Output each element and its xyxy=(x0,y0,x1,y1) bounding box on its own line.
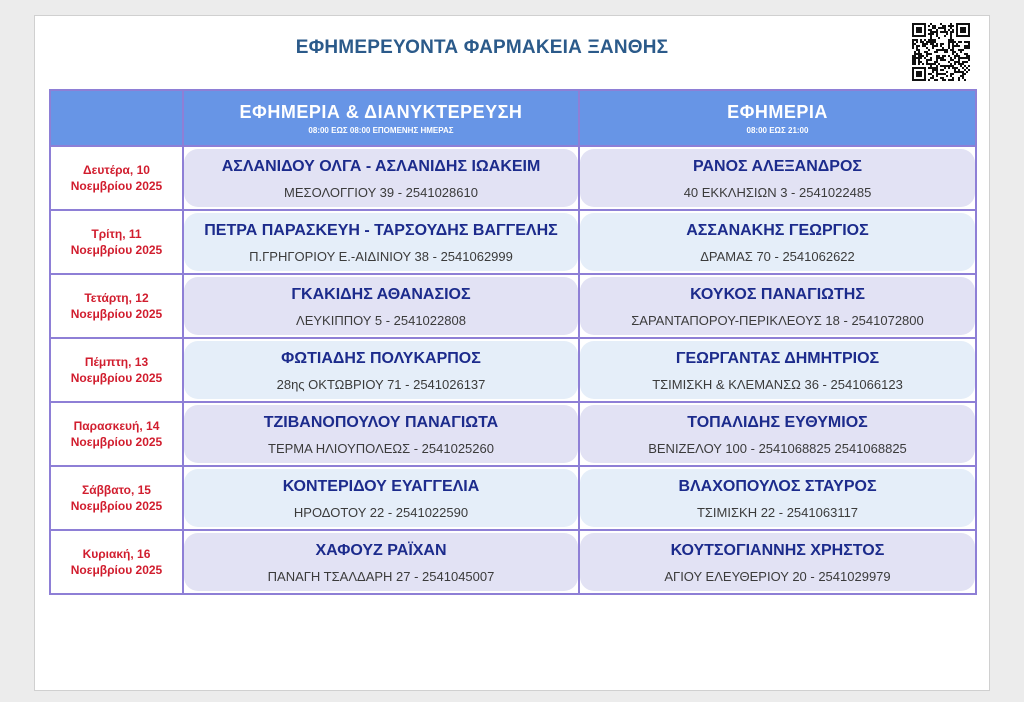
table-row xyxy=(50,146,976,210)
table-header xyxy=(50,90,976,146)
table-row xyxy=(50,274,976,338)
pharmacy-name: ΚΟΥΚΟΣ ΠΑΝΑΓΙΩΤΗΣ xyxy=(690,286,865,303)
day-label: Τρίτη, 11 xyxy=(91,227,142,241)
col-header-duty xyxy=(579,90,976,146)
col-title: ΕΦΗΜΕΡΙΑ xyxy=(727,101,828,122)
duty-pharmacy-cell xyxy=(579,530,976,594)
pharmacy-name: ΚΟΝΤΕΡΙΔΟΥ ΕΥΑΓΓΕΛΙΑ xyxy=(282,478,480,495)
pharmacy-address: ΗΡΟΔΟΤΟΥ 22 - 2541022590 xyxy=(293,505,469,520)
overnight-pharmacy-cell xyxy=(183,274,579,338)
overnight-pharmacy-cell xyxy=(183,338,579,402)
pharmacy-name: ΑΣΣΑΝΑΚΗΣ ΓΕΩΡΓΙΟΣ xyxy=(686,222,869,239)
pharmacy-address: 40 ΕΚΚΛΗΣΙΩΝ 3 - 2541022485 xyxy=(683,185,872,200)
pharmacy-name: ΧΑΦΟΥΖ ΡΑΪΧΑΝ xyxy=(315,542,447,559)
duty-pharmacy-cell xyxy=(579,146,976,210)
col-header-overnight xyxy=(183,90,579,146)
date-header-cell xyxy=(50,90,183,146)
schedule-table xyxy=(49,89,977,595)
month-label: Νοεμβρίου 2025 xyxy=(70,243,163,257)
day-label: Σάββατο, 15 xyxy=(82,483,151,497)
overnight-pharmacy-cell xyxy=(183,210,579,274)
col-hours: 08:00 ΕΩΣ 08:00 ΕΠΟΜΕΝΗΣ ΗΜΕΡΑΣ xyxy=(308,125,454,135)
page-title: ΕΦΗΜΕΡΕΥΟΝΤΑ ΦΑΡΜΑΚΕΙΑ ΞΑΝΘΗΣ xyxy=(295,37,669,58)
pharmacy-name: ΒΛΑΧΟΠΟΥΛΟΣ ΣΤΑΥΡΟΣ xyxy=(678,478,877,495)
day-label: Κυριακή, 16 xyxy=(82,547,151,561)
qr-code[interactable] xyxy=(912,23,970,81)
date-cell xyxy=(50,402,183,466)
month-label: Νοεμβρίου 2025 xyxy=(70,179,163,193)
pharmacy-address: ΑΓΙΟΥ ΕΛΕΥΘΕΡΙΟΥ 20 - 2541029979 xyxy=(664,569,891,584)
month-label: Νοεμβρίου 2025 xyxy=(70,307,163,321)
table-row xyxy=(50,530,976,594)
table-row xyxy=(50,210,976,274)
date-cell xyxy=(50,530,183,594)
day-label: Πέμπτη, 13 xyxy=(84,355,149,369)
pharmacy-name: ΠΕΤΡΑ ΠΑΡΑΣΚΕΥΗ - ΤΑΡΣΟΥΔΗΣ ΒΑΓΓΕΛΗΣ xyxy=(204,222,558,239)
duty-pharmacy-cell xyxy=(579,338,976,402)
col-title: ΕΦΗΜΕΡΙΑ & ΔΙΑΝΥΚΤΕΡΕΥΣΗ xyxy=(239,101,523,122)
pharmacy-address: 28ης ΟΚΤΩΒΡΙΟΥ 71 - 2541026137 xyxy=(276,377,486,392)
overnight-pharmacy-cell xyxy=(183,530,579,594)
duty-pharmacy-cell xyxy=(579,210,976,274)
pharmacy-name: ΦΩΤΙΑΔΗΣ ΠΟΛΥΚΑΡΠΟΣ xyxy=(281,350,481,367)
overnight-pharmacy-cell xyxy=(183,402,579,466)
duty-pharmacy-cell xyxy=(579,466,976,530)
date-cell xyxy=(50,466,183,530)
duty-pharmacy-cell xyxy=(579,274,976,338)
pharmacy-address: ΤΣΙΜΙΣΚΗ 22 - 2541063117 xyxy=(696,505,859,520)
day-label: Δευτέρα, 10 xyxy=(83,163,150,177)
pharmacy-address: ΤΣΙΜΙΣΚΗ & ΚΛΕΜΑΝΣΩ 36 - 2541066123 xyxy=(652,377,903,392)
pharmacy-address: ΔΡΑΜΑΣ 70 - 2541062622 xyxy=(700,249,855,264)
pharmacy-address: Π.ΓΡΗΓΟΡΙΟΥ Ε.-ΑΙΔΙΝΙΟΥ 38 - 2541062999 xyxy=(249,249,513,264)
pharmacy-address: ΛΕΥΚΙΠΠΟΥ 5 - 2541022808 xyxy=(296,313,466,328)
pharmacy-name: ΚΟΥΤΣΟΓΙΑΝΝΗΣ ΧΡΗΣΤΟΣ xyxy=(670,542,885,559)
month-label: Νοεμβρίου 2025 xyxy=(70,563,163,577)
pharmacy-address: ΠΑΝΑΓΗ ΤΣΑΛΔΑΡΗ 27 - 2541045007 xyxy=(267,569,495,584)
pharmacy-name: ΡΑΝΟΣ ΑΛΕΞΑΝΔΡΟΣ xyxy=(692,158,862,175)
table-row xyxy=(50,466,976,530)
overnight-pharmacy-cell xyxy=(183,146,579,210)
day-label: Τετάρτη, 12 xyxy=(84,291,149,305)
date-cell xyxy=(50,274,183,338)
pharmacy-address: ΣΑΡΑΝΤΑΠΟΡΟΥ-ΠΕΡΙΚΛΕΟΥΣ 18 - 2541072800 xyxy=(631,313,924,328)
pharmacy-name: ΤΟΠΑΛΙΔΗΣ ΕΥΘΥΜΙΟΣ xyxy=(687,414,868,431)
date-cell xyxy=(50,146,183,210)
day-label: Παρασκευή, 14 xyxy=(73,419,160,433)
overnight-pharmacy-cell xyxy=(183,466,579,530)
col-hours: 08:00 ΕΩΣ 21:00 xyxy=(746,125,809,135)
pharmacy-address: ΜΕΣΟΛΟΓΓΙΟΥ 39 - 2541028610 xyxy=(284,185,478,200)
pharmacy-name: ΓΚΑΚΙΔΗΣ ΑΘΑΝΑΣΙΟΣ xyxy=(291,286,471,303)
table-row xyxy=(50,402,976,466)
table-row xyxy=(50,338,976,402)
pharmacy-name: ΤΖΙΒΑΝΟΠΟΥΛΟΥ ΠΑΝΑΓΙΩΤΑ xyxy=(263,414,499,431)
pharmacy-address: ΒΕΝΙΖΕΛΟΥ 100 - 2541068825 2541068825 xyxy=(648,441,907,456)
month-label: Νοεμβρίου 2025 xyxy=(70,499,163,513)
pharmacy-name: ΑΣΛΑΝΙΔΟΥ ΟΛΓΑ - ΑΣΛΑΝΙΔΗΣ ΙΩΑΚΕΙΜ xyxy=(221,158,541,175)
date-cell xyxy=(50,210,183,274)
date-cell xyxy=(50,338,183,402)
month-label: Νοεμβρίου 2025 xyxy=(70,371,163,385)
month-label: Νοεμβρίου 2025 xyxy=(70,435,163,449)
pharmacy-address: ΤΕΡΜΑ ΗΛΙΟΥΠΟΛΕΩΣ - 2541025260 xyxy=(268,441,494,456)
duty-pharmacy-cell xyxy=(579,402,976,466)
pharmacy-name: ΓΕΩΡΓΑΝΤΑΣ ΔΗΜΗΤΡΙΟΣ xyxy=(675,350,880,367)
